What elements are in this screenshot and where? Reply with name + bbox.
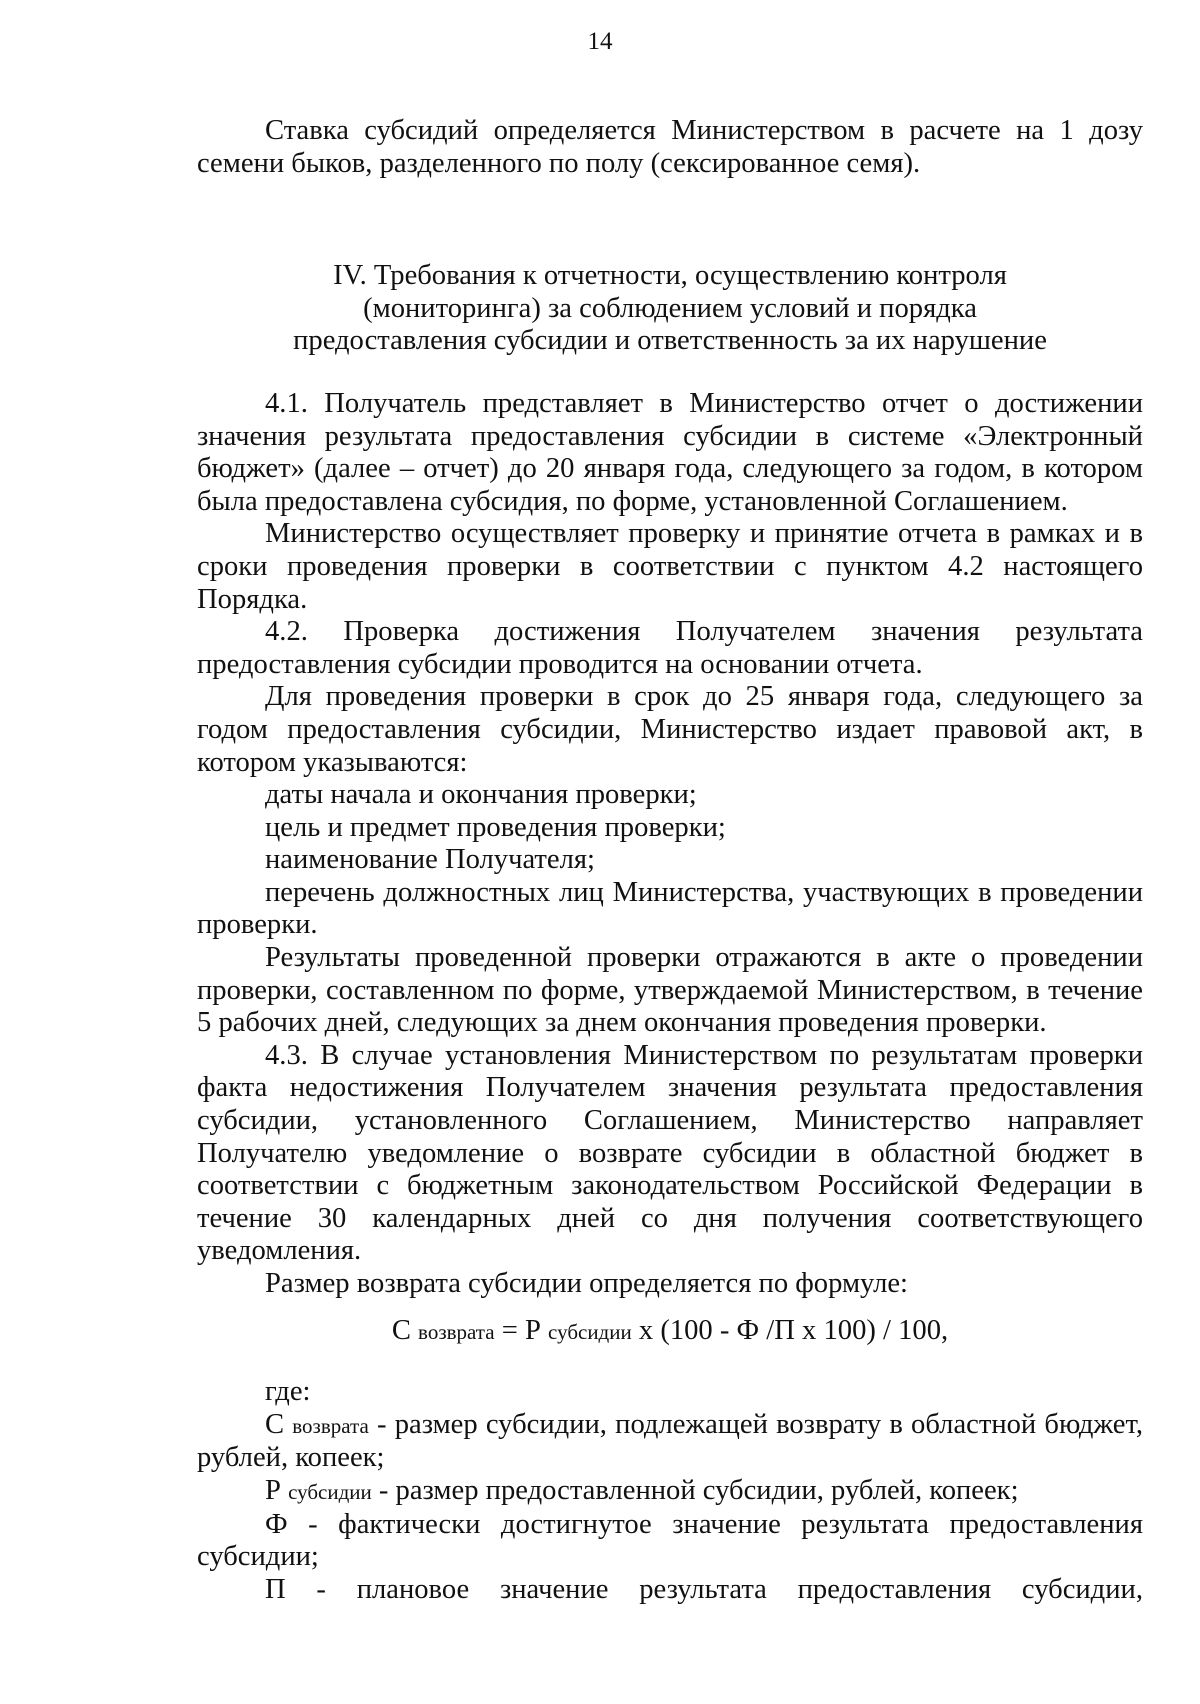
definition-r-subscript: субсидии: [288, 1479, 372, 1504]
intro-line-2: семени быков, разделенного по полу (сексированное семя).: [197, 147, 921, 179]
definition-r-symbol: Р: [265, 1474, 281, 1506]
formula-c: С: [391, 1314, 411, 1346]
heading-line-1: IV. Требования к отчетности, осуществлению контроля: [333, 260, 1007, 292]
definition-c-subscript: возврата: [292, 1413, 369, 1438]
formula-intro: Размер возврата субсидии определяется по формуле:: [265, 1268, 908, 1299]
where-label: где:: [265, 1376, 311, 1408]
paragraph-4-2-line-2: предоставления субсидии проводится на основании отчета.: [197, 648, 923, 680]
page-number: 14: [587, 28, 613, 55]
list-item: даты начала и окончания проверки;: [265, 779, 697, 811]
definition-c-symbol: С: [265, 1408, 285, 1440]
paragraph-4-1-inspection: Министерство осуществляет проверку и принятие отчета в рамках и в сроки проведения проверки в соответствии с пунктом 4.2 настоящего Порядка.: [197, 518, 1143, 615]
intro-line-1: Ставка субсидий определяется Министерством в расчете на 1 дозу: [265, 115, 1143, 146]
formula-equals-r: = Р: [494, 1314, 549, 1346]
paragraph-officials: перечень должностных лиц Министерства, участвующих в проведении проверки.: [197, 876, 1143, 941]
document-body: [197, 115, 1143, 1606]
definition-p: П - плановое значение результата предоставления субсидии,: [265, 1573, 1143, 1605]
paragraph-4-2-act: Для проведения проверки в срок до 25 января года, следующего за годом предоставления субсидии, Министерство издает правовой акт, в котором указываются:: [197, 681, 1143, 778]
definition-f: Ф - фактически достигнутое значение результата предоставления субсидии;: [197, 1508, 1143, 1573]
formula-r-subscript: субсидии: [548, 1319, 632, 1344]
paragraph-4-3: 4.3. В случае установления Министерством по результатам проверки факта недостижения Получателем значения результата предоставления субсидии, установленного Соглашением, Министерство направляет Получателю уведомление о возврате субсидии в областной бюджет в соответствии с бюджетным законодательством Российской Федерации в течение 30 календарных дней со дня получения соответствующего уведомления.: [197, 1039, 1143, 1267]
definition-c-text: - размер субсидии, подлежащей возврату в областной бюджет, рублей, копеек;: [197, 1408, 1143, 1474]
refund-formula: [197, 1315, 1143, 1349]
section-heading: [197, 260, 1143, 358]
heading-line-2: (мониторинга) за соблюдением условий и порядка: [363, 292, 977, 324]
paragraph-4-2-line-1: 4.2. Проверка достижения Получателем значения результата: [265, 616, 1143, 648]
definition-r: [197, 1475, 1143, 1509]
paragraph-results: Результаты проведенной проверки отражаются в акте о проведении проверки, составленном по форме, утверждаемой Министерством, в течение 5 рабочих дней, следующих за днем окончания проведения проверки.: [197, 942, 1143, 1039]
definition-r-text: - размер предоставленной субсидии, рублей, копеек;: [371, 1474, 1019, 1506]
paragraph-4-1: 4.1. Получатель представляет в Министерство отчет о достижении значения результата предоставления субсидии в системе «Электронный бюджет» (далее – отчет) до 20 января года, следующего за годом, в котором была предоставлена субсидия, по форме, установленной Соглашением.: [197, 387, 1143, 517]
list-item: наименование Получателя;: [265, 844, 595, 876]
formula-rest: х (100 - Ф /П х 100) / 100,: [631, 1314, 949, 1346]
heading-line-3: предоставления субсидии и ответственность за их нарушение: [293, 325, 1047, 357]
definition-c: [197, 1409, 1143, 1475]
list-item: цель и предмет проведения проверки;: [265, 811, 726, 843]
formula-c-subscript: возврата: [418, 1319, 495, 1344]
